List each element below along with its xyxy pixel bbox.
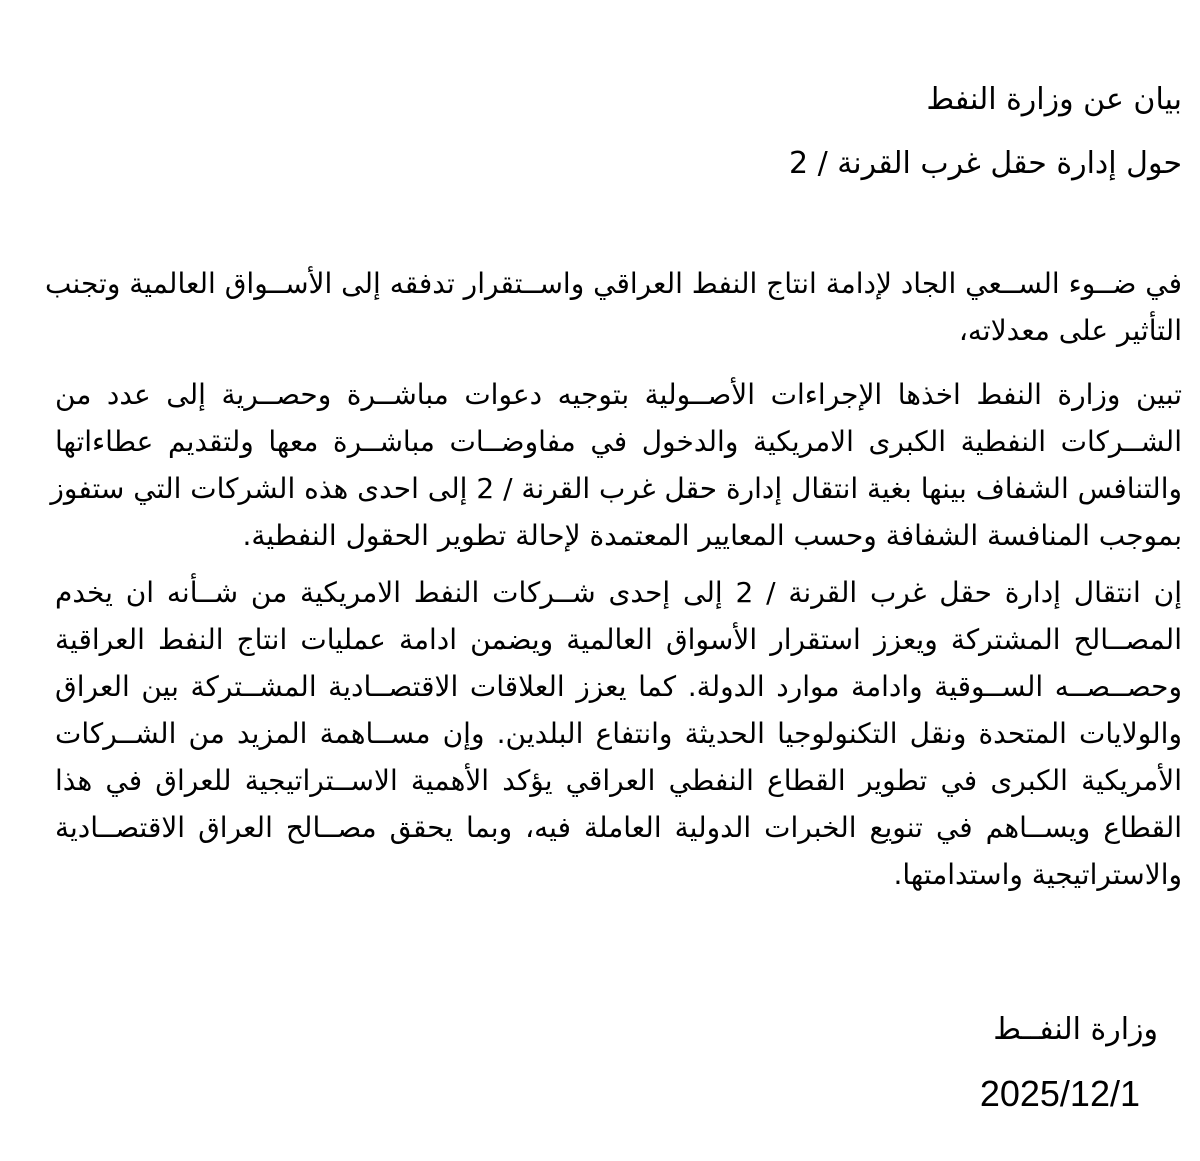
statement-line: بموجب المنافسة الشفافة وحسب المعايير المعتمدة لإحالة تطوير الحقول النفطية. xyxy=(242,519,1182,552)
statement-line: والولايات المتحدة ونقل التكنولوجيا الحديثة وانتفاع البلدين. وإن مســاهمة المزيد من الشــركات xyxy=(55,717,1182,750)
statement-line: الشــركات النفطية الكبرى الامريكية والدخول في مفاوضــات مباشــرة معها ولتقديم عطاءاتها xyxy=(55,425,1182,458)
signature-ministry: وزارة النفــط xyxy=(993,1012,1158,1047)
statement-line: الأمريكية الكبرى في تطوير القطاع النفطي العراقي يؤكد الأهمية الاســتراتيجية للعراق في هذا xyxy=(55,764,1182,797)
paragraph-3 xyxy=(55,569,1182,898)
title-line-2: حول إدارة حقل غرب القرنة / 2 xyxy=(788,146,1182,181)
statement-line: تبين وزارة النفط اخذها الإجراءات الأصــولية بتوجيه دعوات مباشــرة وحصــرية إلى عدد من xyxy=(55,378,1182,411)
document-title xyxy=(55,68,1182,196)
document-footer xyxy=(55,998,1182,1126)
statement-line: والاستراتيجية واستدامتها. xyxy=(893,858,1182,891)
statement-line: والتنافس الشفاف بينها بغية انتقال إدارة حقل غرب القرنة / 2 إلى احدى هذه الشركات التي ستفوز xyxy=(50,472,1182,505)
title-line-1: بيان عن وزارة النفط xyxy=(926,82,1182,117)
statement-line: القطاع ويســاهم في تنويع الخبرات الدولية العاملة فيه، وبما يحقق مصــالح العراق الاقتصــادية xyxy=(55,811,1182,844)
statement-line: إن انتقال إدارة حقل غرب القرنة / 2 إلى إحدى شــركات النفط الامريكية من شــأنه ان يخدم xyxy=(55,576,1182,609)
statement-line: التأثير على معدلاته، xyxy=(958,314,1182,347)
document-date: 2025/12/1 xyxy=(979,1073,1140,1114)
statement-line: وحصــصــه الســوقية وادامة موارد الدولة. كما يعزز العلاقات الاقتصــادية المشــتركة بين العراق xyxy=(55,670,1182,703)
statement-line: المصــالح المشتركة ويعزز استقرار الأسواق العالمية ويضمن ادامة عمليات انتاج النفط العراقية xyxy=(55,623,1182,656)
statement-line: في ضــوء الســعي الجاد لإدامة انتاج النفط العراقي واســتقرار تدفقه إلى الأســواق العالمية وتجنب xyxy=(45,267,1182,300)
paragraph-2 xyxy=(50,371,1182,559)
paragraph-1 xyxy=(45,260,1182,354)
